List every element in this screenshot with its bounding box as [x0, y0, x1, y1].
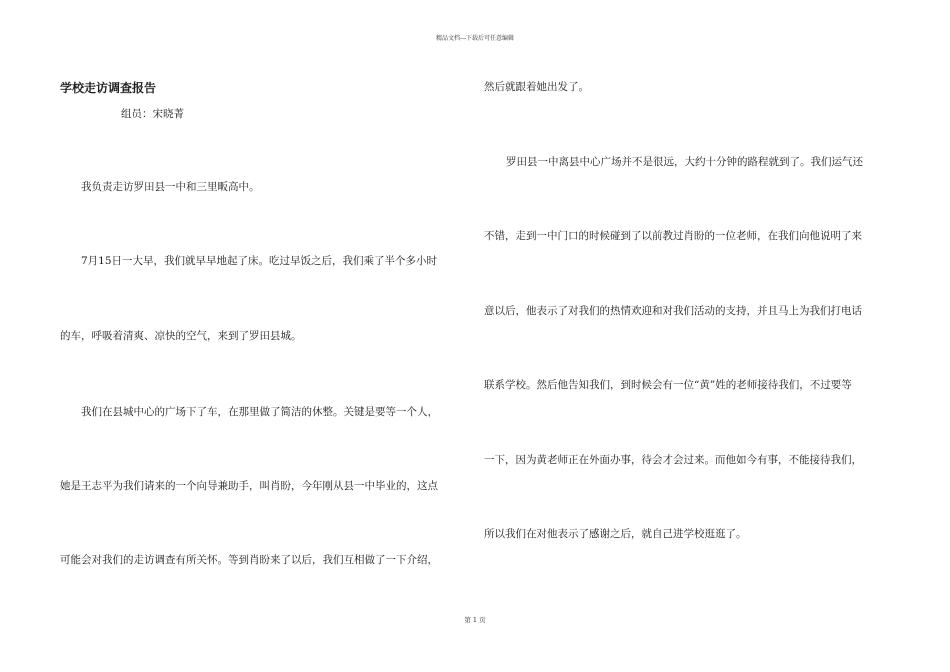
body-line: 意以后，他表示了对我们的热情欢迎和对我们活动的支持，并且马上为我们打电话 — [484, 305, 862, 317]
body-line: 我们在县城中心的广场下了车，在那里做了简洁的休整。关键是要等一个人， — [81, 406, 438, 418]
body-line: 她是王志平为我们请来的一个向导兼助手，叫肖盼，今年刚从县一中毕业的，这点 — [60, 480, 438, 492]
page-header: 精品文档---下载后可任意编辑 — [435, 35, 515, 42]
body-line: 联系学校。然后他告知我们，到时候会有一位“黄”姓的老师接待我们，不过要等 — [484, 379, 852, 391]
author-line: 组员：宋晓菁 — [121, 108, 184, 120]
body-line: 罗田县一中离县中心广场并不是很远，大约十分钟的路程就到了。我们运气还 — [506, 156, 863, 168]
body-line: 不错，走到一中门口的时候碰到了以前教过肖盼的一位老师，在我们向他说明了来 — [484, 230, 862, 242]
document-title: 学校走访调查报告 — [60, 81, 157, 95]
body-line: 一下，因为黄老师正在外面办事，待会才会过来。而他如今有事，不能接待我们， — [484, 454, 862, 466]
body-line: 然后就跟着她出发了。 — [484, 81, 589, 93]
body-line: 7月15日一大早，我们就早早地起了床。吃过早饭之后，我们乘了半个多小时 — [81, 255, 438, 267]
body-line: 所以我们在对他表示了感谢之后，就自己进学校逛逛了。 — [484, 528, 747, 540]
body-line: 的车，呼吸着清爽、凉快的空气，来到了罗田县城。 — [60, 330, 302, 342]
page-footer: 第 1 页 — [464, 616, 486, 624]
body-line: 可能会对我们的走访调查有所关怀。等到肖盼来了以后，我们互相做了一下介绍， — [60, 554, 438, 566]
body-line: 我负责走访罗田县一中和三里畈高中。 — [81, 181, 260, 193]
